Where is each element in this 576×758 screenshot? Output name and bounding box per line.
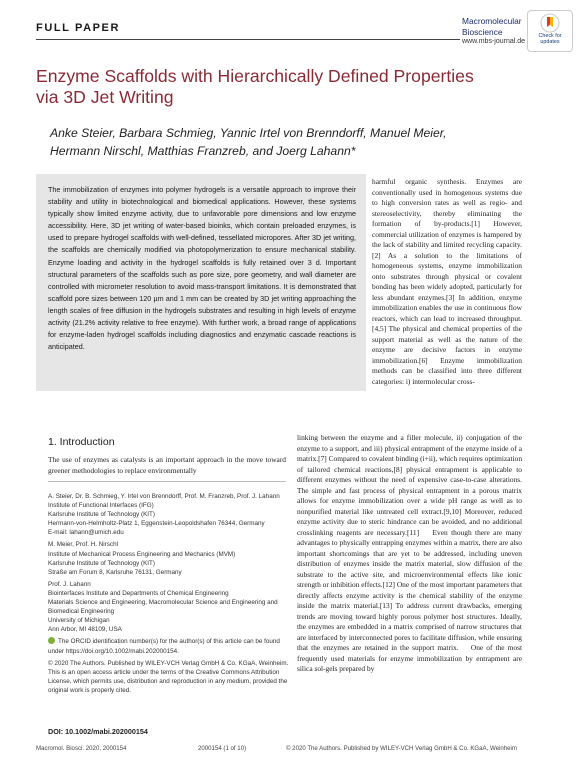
body-text-right-top: harmful organic synthesis. Enzymes are conventionally used in homogenous systems due to high conversion rates as well as regio- and stereoselectivity, thereby eliminating the formation of by-products.[1] However, commercial utilization of enzymes is hampered by the lack of stability and limited recycling capacity.[2] As a solution to the limitations of homogeneous systems, enzyme immobilization onto substrates through physical or covalent bonding has been widely adopted, particularly for less abundant enzymes.[3] In addition, enzyme immobilization enables the use in continuous flow reactors, which can lead to increased throughput.[4,5] The physical and chemical properties of the support material as well as the nature of the enzyme are decisive factors in enzyme immobilization.[6] Enzyme immobilization methods can be classified into three different categories: i) intermolecular cross- [372, 177, 522, 386]
orcid-icon [48, 637, 55, 644]
author-list [50, 124, 550, 160]
journal-name-line2: Bioscience [462, 26, 503, 37]
authors-line1: Anke Steier, Barbara Schmieg, Yannic Irtel von Brenndorff, Manuel Meier, [50, 126, 447, 140]
affil-email[interactable]: E-mail: lahann@umich.edu [48, 529, 124, 537]
orcid-note[interactable] [48, 637, 290, 655]
footer-citation: Macromol. Biosci. 2020, 2000154 [36, 745, 127, 752]
affil-b1: M. Meier, Prof. H. Nirschl [48, 541, 118, 549]
intro-heading: 1. Introduction [48, 436, 115, 448]
copyright-note: © 2020 The Authors. Published by WILEY-VCH Verlag GmbH & Co. KGaA, Weinheim. This is an open access article under the terms of the Creative Commons Attribution License, which permits use, distribution and reproduction in any medium, provided the original work is properly cited. [48, 659, 289, 694]
title-line1: Enzyme Scaffolds with Hierarchically Defined Properties [36, 66, 474, 86]
affil-b4: Straße am Forum 8, Karlsruhe 76131, Germany [48, 568, 182, 576]
title-line2: via 3D Jet Writing [36, 87, 174, 107]
affil-a4: Hermann-von-Helmholtz-Platz 1, Eggenstein-Leopoldshafen 76344, Germany [48, 520, 265, 528]
authors-line2: Hermann Nirschl, Matthias Franzreb, and Joerg Lahann* [50, 144, 356, 158]
affil-c3: Materials Science and Engineering, Macromolecular Science and Engineering and Biomedical Engineering [48, 599, 278, 616]
affil-c4: University of Michigan [48, 617, 110, 625]
footer-page-number: 2000154 (1 of 10) [198, 745, 247, 752]
affil-a2: Institute of Functional Interfaces (IFG) [48, 502, 154, 510]
journal-masthead [462, 16, 525, 48]
affil-b3: Karlsruhe Institute of Technology (KIT) [48, 559, 155, 567]
footer-copyright: © 2020 The Authors. Published by WILEY-VCH Verlag GmbH & Co. KGaA, Weinheim [286, 745, 517, 752]
affiliations [48, 492, 290, 695]
header-divider [36, 39, 460, 40]
article-title [36, 66, 536, 108]
abstract-text: The immobilization of enzymes into polymer hydrogels is a versatile approach to improve their stability and utility in biotechnological and biomedical applications. However, these systems typically show limited enzyme activity, due to unfavorable pore dimensions and low enzyme accessibility. Here, 3D jet writing of water-based bioinks, which contain preloaded enzymes, is used to prepare hydrogel scaffolds with well-defined, tessellated micropores. After 3D jet writing, the scaffolds are chemically modified via photopolymerization to ensure mechanical stability. Enzyme loading and activity in the hydrogel scaffolds is fully retained over 3 d. Important structural parameters of the scaffolds such as pore size, pore geometry, and wall diameter are controlled with micrometer resolution to avoid mass-transport limitations. It is demonstrated that scaffold pore sizes between 120 µm and 1 mm can be created by 3D jet writing approaching the length scales of free diffusion in the hydrogels substrates and resulting in high levels of enzyme activity (21.2% activity relative to free enzyme). With further work, a broad range of applications for enzyme-laden hydrogel scaffolds including diagnostics and enzymatic cascade reactions is anticipated. [48, 185, 356, 352]
check-for-updates-badge[interactable] [527, 10, 573, 52]
journal-name-line1: Macromolecular [462, 16, 522, 26]
intro-paragraph: The use of enzymes as catalysts is an important approach in the move toward greener methodologies to replace environmentally [48, 455, 286, 475]
doi[interactable]: DOI: 10.1002/mabi.202000154 [48, 727, 148, 736]
badge-line2: updates [540, 39, 560, 46]
updates-bookmark-icon [540, 13, 560, 33]
abstract-box [36, 174, 366, 391]
affil-a3: Karlsruhe Institute of Technology (KIT) [48, 511, 155, 519]
affiliation-divider [48, 481, 286, 482]
orcid-text: The ORCID identification number(s) for the author(s) of this article can be found under https://doi.org/10.1002/mabi.202000154. [48, 638, 280, 655]
affil-c1: Prof. J. Lahann [48, 580, 91, 588]
badge-line1: Check for [538, 33, 562, 39]
affil-b2: Institute of Mechanical Process Engineering and Mechanics (MVM) [48, 550, 236, 558]
body-text-right-column: linking between the enzyme and a filler molecule, ii) conjugation of the enzyme to a support, and iii) physical entrapment of the enzyme inside of a matrix.[7] Compared to covalent binding (i+ii), which requires optimization of tailored chemical reactions,[8] physical entrapment is applicable to different enzymes without the need of expensive case-to-case alterations. The simple and fast process of physical entrapment in a porous matrix allows for enzyme immobilization over a wide pH range as well as to nonpurified material like untreated cell extract.[9,10] Moreover, reduced enzyme activity due to steric hindrance can be avoided, and no additional crosslinking reagents are necessary.[11] Even though there are many advantages to physically entrapping enzymes within a matrix, there are also important shortcomings that are yet to be addressed, including uneven distribution of enzymes inside the matrix material, slow diffusion of the substrate to the active site, and microenvironmental effects like ionic strength or inhibition effects.[12] One of the most important parameters that directly affects enzyme activity is the chemical stability of the enzyme inside the matrix material.[13] To address current drawbacks, emerging trends are moving toward highly porous polymer host structures. Ideally, the enzymes are embedded in a matrix comprised of narrow structures that are interfaced by interconnected pores to facilitate diffusion, while ensuring that the enzymes are retained in the support matrix. One of the most frequently used materials for enzyme immobilization by entrapment are silica sol-gels prepared by [297, 433, 523, 673]
affil-c5: Ann Arbor, MI 48109, USA [48, 626, 122, 634]
affil-a1: A. Steier, Dr. B. Schmieg, Y. Irtel von Brenndorff, Prof. M. Franzreb, Prof. J. Lahann [48, 493, 280, 500]
journal-url[interactable]: www.mbs-journal.de [462, 38, 526, 45]
section-label: FULL PAPER [36, 22, 121, 34]
affil-c2: Biointerfaces Institute and Departments of Chemical Engineering [48, 589, 229, 597]
